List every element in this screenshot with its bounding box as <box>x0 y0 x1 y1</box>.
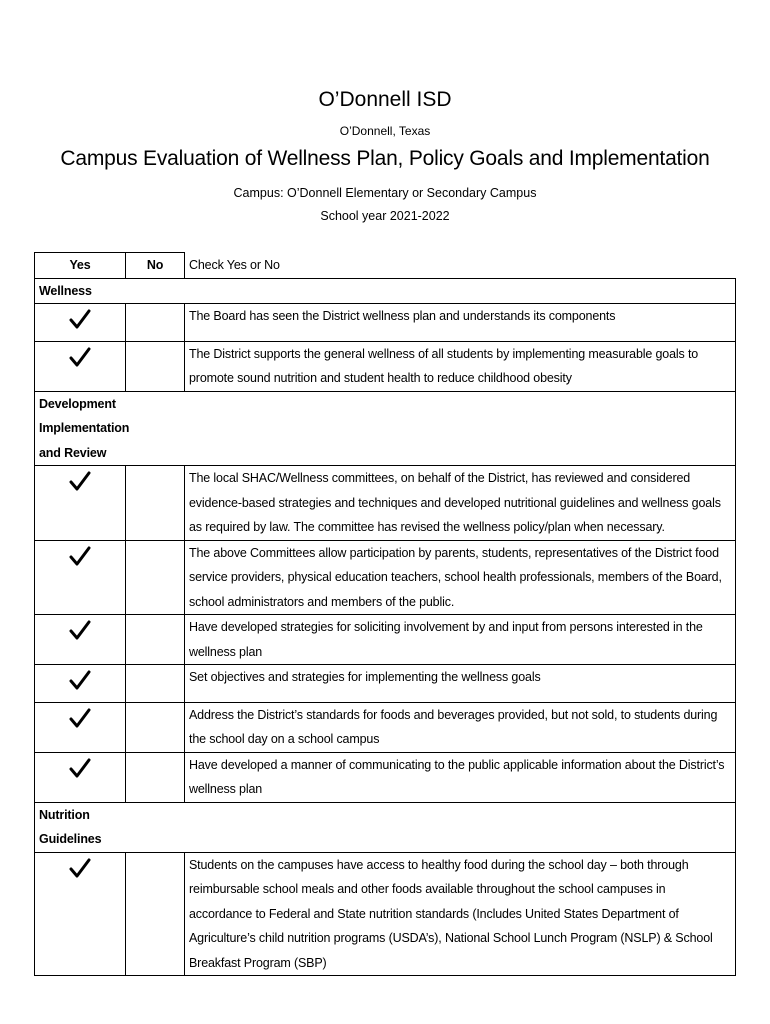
checkmark-icon <box>69 346 91 370</box>
no-checkbox-cell[interactable] <box>126 852 185 976</box>
section-title <box>35 802 736 852</box>
yes-checkbox-cell[interactable] <box>35 466 126 541</box>
yes-checkbox-cell[interactable] <box>35 752 126 802</box>
criteria-text: Students on the campuses have access to healthy food during the school day – both through reimbursable school meals and other foods available throughout the school campuses in accordance to Federal and State nutrition standards (Includes United States Department of Agriculture’s child nutrition programs (USDA’s), National School Lunch Program (NSLP) & School Breakfast Program (SBP) <box>185 852 736 976</box>
criteria-row <box>35 852 736 976</box>
checkmark-icon <box>69 757 91 781</box>
column-header-no: No <box>126 253 185 279</box>
yes-checkbox-cell[interactable] <box>35 852 126 976</box>
table-header-row <box>35 253 736 279</box>
column-header-instruction: Check Yes or No <box>185 253 736 279</box>
checkmark-icon <box>69 857 91 881</box>
no-checkbox-cell[interactable] <box>126 752 185 802</box>
no-checkbox-cell[interactable] <box>126 540 185 615</box>
yes-checkbox-cell[interactable] <box>35 304 126 342</box>
criteria-text: Have developed a manner of communicating to the public applicable information about the District’s wellness plan <box>185 752 736 802</box>
yes-checkbox-cell[interactable] <box>35 540 126 615</box>
no-checkbox-cell[interactable] <box>126 615 185 665</box>
criteria-text: Set objectives and strategies for implementing the wellness goals <box>185 665 736 703</box>
checkmark-icon <box>69 545 91 569</box>
district-city: O’Donnell, Texas <box>339 124 431 138</box>
column-header-yes: Yes <box>35 253 126 279</box>
criteria-text: The above Committees allow participation by parents, students, representatives of the District food service providers, physical education teachers, school health professionals, members of the Board, school administrators and members of the public. <box>185 540 736 615</box>
criteria-row <box>35 341 736 391</box>
no-checkbox-cell[interactable] <box>126 341 185 391</box>
school-year: School year 2021-2022 <box>320 209 450 223</box>
checkmark-icon <box>69 308 91 332</box>
section-row <box>35 802 736 852</box>
yes-checkbox-cell[interactable] <box>35 702 126 752</box>
criteria-row <box>35 702 736 752</box>
section-title-text: Development Implementation and Review <box>39 396 130 460</box>
criteria-row <box>35 615 736 665</box>
criteria-text: The District supports the general wellness of all students by implementing measurable goals to promote sound nutrition and student health to reduce childhood obesity <box>185 341 736 391</box>
criteria-row <box>35 540 736 615</box>
criteria-row <box>35 304 736 342</box>
yes-checkbox-cell[interactable] <box>35 665 126 703</box>
checkmark-icon <box>69 707 91 731</box>
no-checkbox-cell[interactable] <box>126 304 185 342</box>
criteria-text: Address the District’s standards for foods and beverages provided, but not sold, to students during the school day on a school campus <box>185 702 736 752</box>
section-title-text: Nutrition Guidelines <box>39 807 102 846</box>
no-checkbox-cell[interactable] <box>126 665 185 703</box>
checkmark-icon <box>69 619 91 643</box>
section-title <box>35 278 736 304</box>
section-row <box>35 278 736 304</box>
district-name: O’Donnell ISD <box>318 88 452 111</box>
no-checkbox-cell[interactable] <box>126 702 185 752</box>
yes-checkbox-cell[interactable] <box>35 615 126 665</box>
section-title-text: Wellness <box>39 283 92 298</box>
criteria-row <box>35 752 736 802</box>
checkmark-icon <box>69 669 91 693</box>
section-title <box>35 391 736 466</box>
evaluation-table <box>34 252 736 976</box>
section-row <box>35 391 736 466</box>
campus-line: Campus: O’Donnell Elementary or Secondary Campus <box>233 186 537 200</box>
no-checkbox-cell[interactable] <box>126 466 185 541</box>
criteria-row <box>35 665 736 703</box>
criteria-text: Have developed strategies for soliciting involvement by and input from persons interested in the wellness plan <box>185 615 736 665</box>
criteria-row <box>35 466 736 541</box>
criteria-text: The Board has seen the District wellness plan and understands its components <box>185 304 736 342</box>
document-title: Campus Evaluation of Wellness Plan, Policy Goals and Implementation <box>60 147 710 170</box>
yes-checkbox-cell[interactable] <box>35 341 126 391</box>
criteria-text: The local SHAC/Wellness committees, on behalf of the District, has reviewed and considered evidence-based strategies and techniques and developed nutritional guidelines and wellness goals as required by law. The committee has revised the wellness policy/plan when necessary. <box>185 466 736 541</box>
checkmark-icon <box>69 470 91 494</box>
